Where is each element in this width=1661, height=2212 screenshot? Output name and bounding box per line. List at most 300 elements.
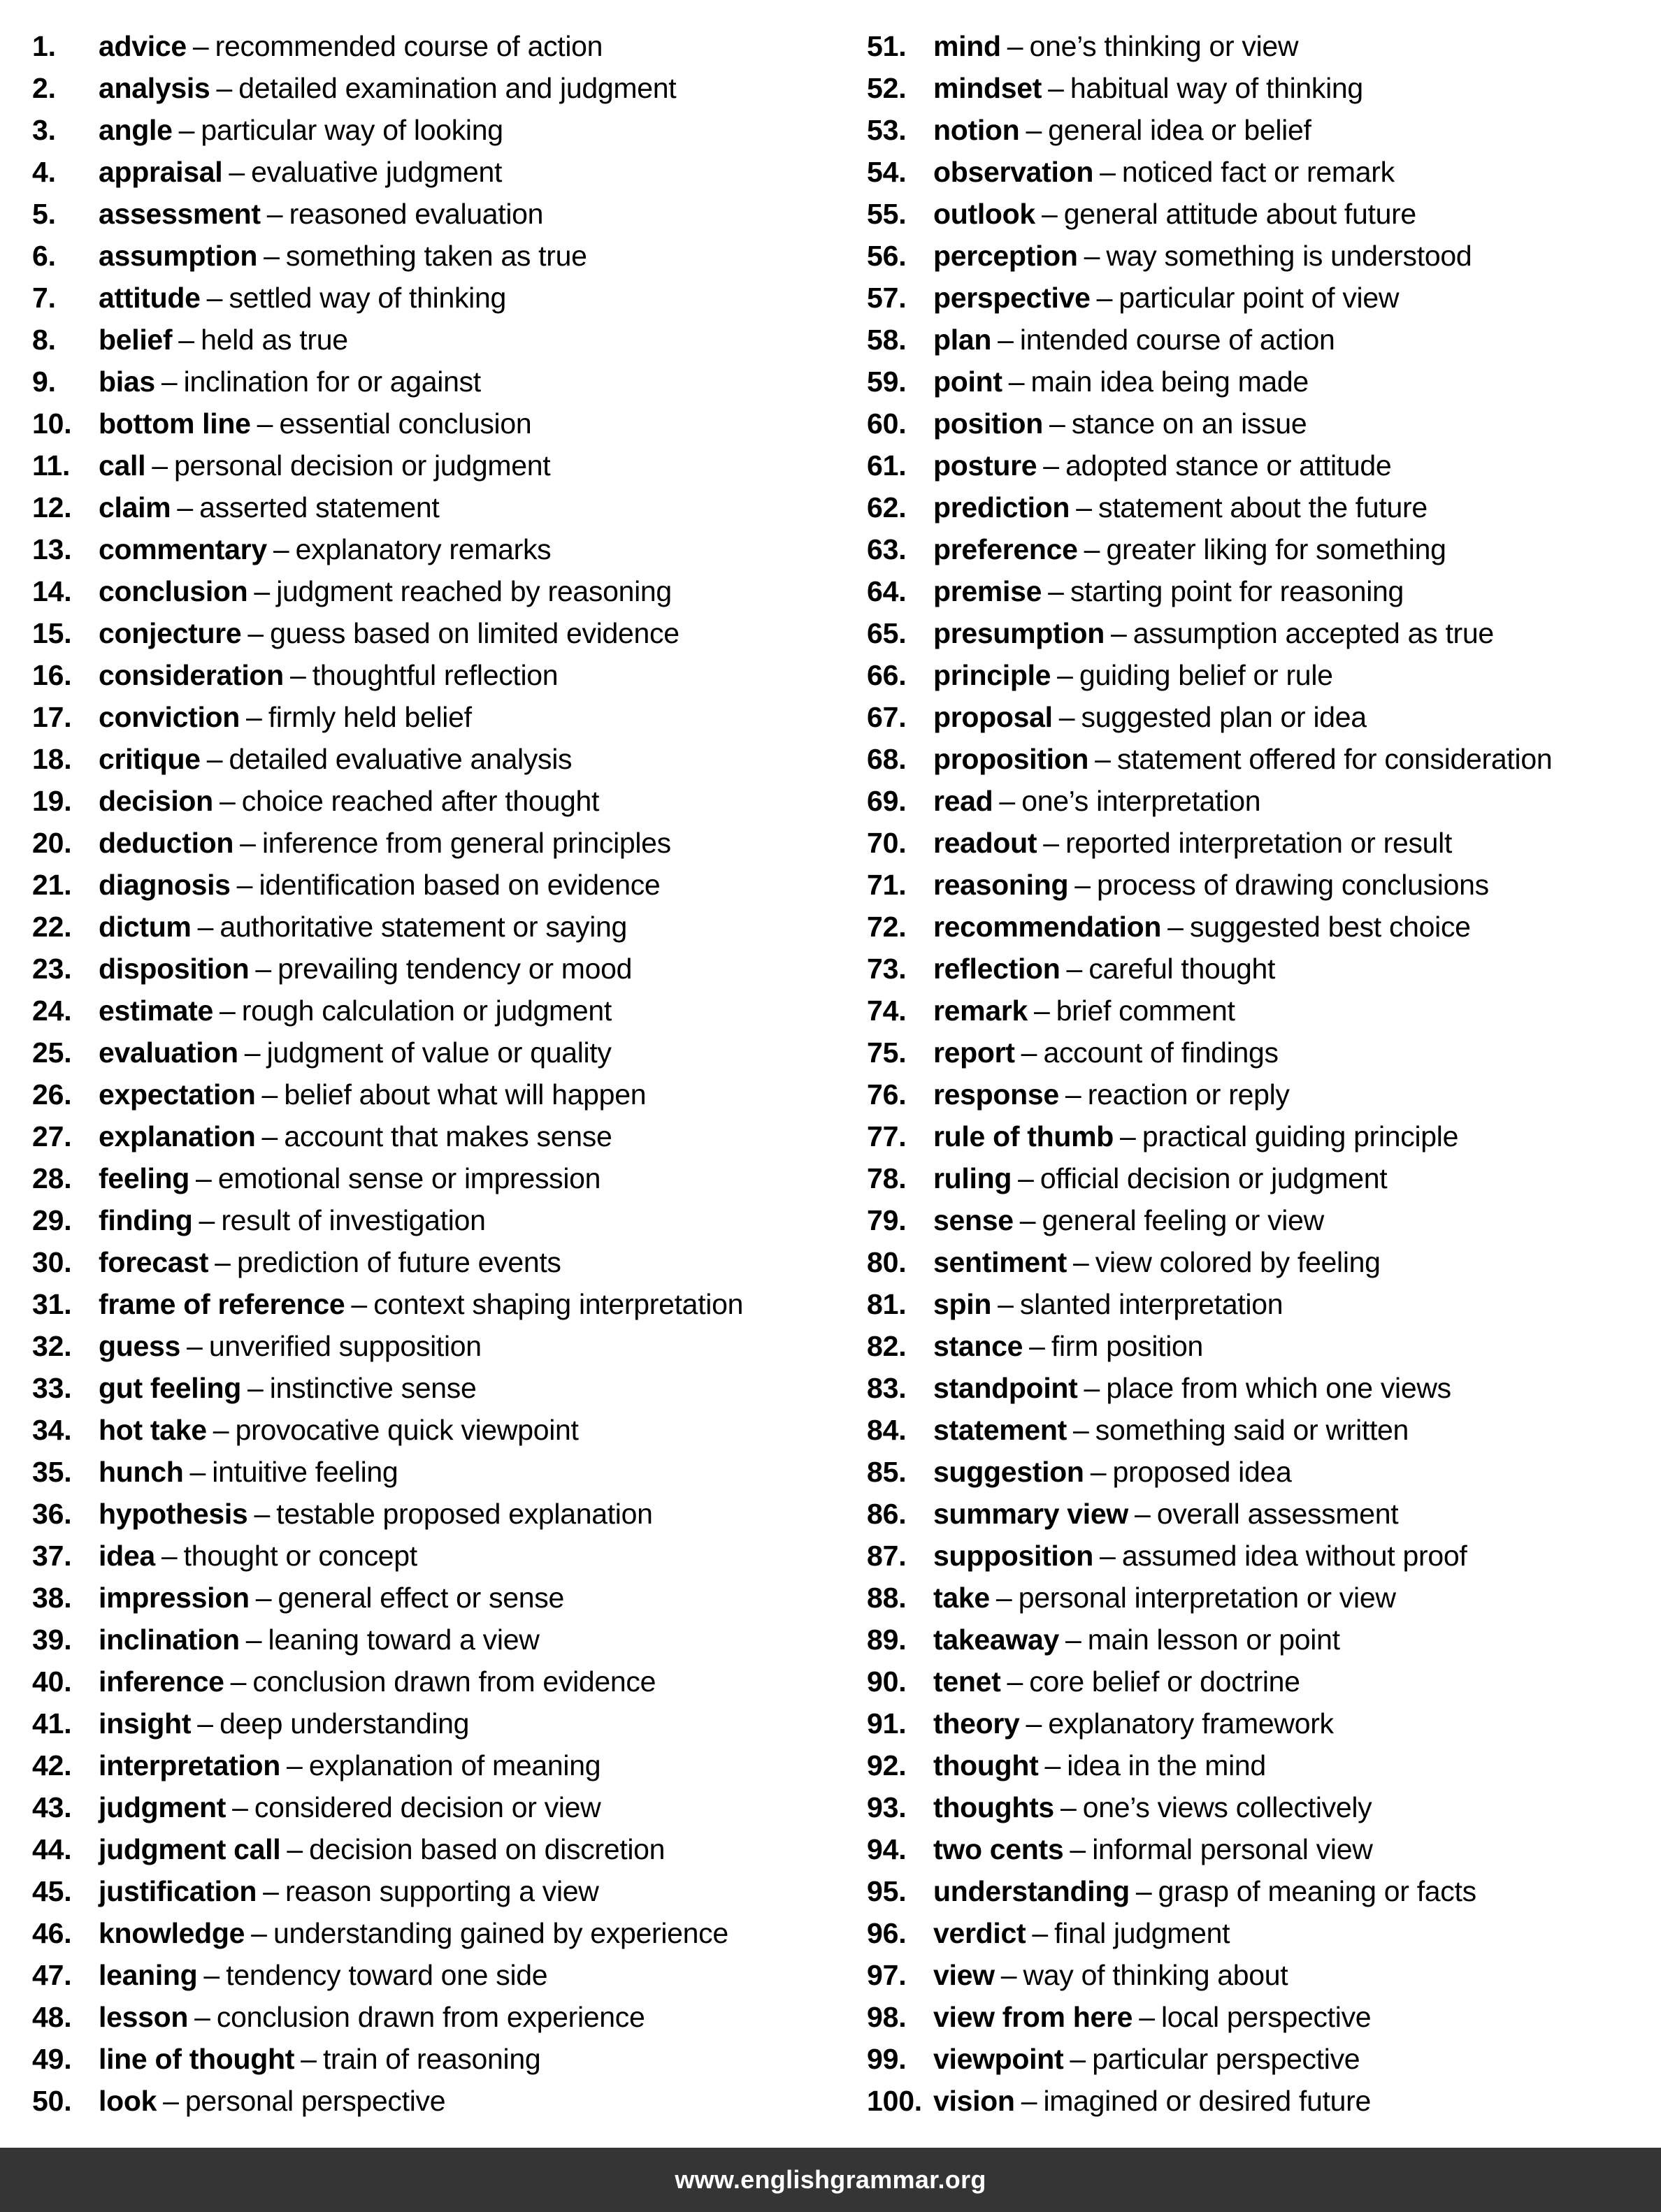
item-number: 15. [32,617,72,649]
item-number: 14. [32,575,72,607]
item-separator-dash: – [1167,911,1184,943]
item-definition: adopted stance or attitude [1065,449,1392,482]
vocab-list-item [32,1283,830,1325]
item-term: call [99,449,146,482]
item-term: thoughts [933,1791,1054,1823]
item-number: 83. [867,1372,907,1404]
item-separator-dash: – [1018,1162,1034,1194]
vocab-list-item [32,1912,830,1954]
vocab-list-item [867,1577,1661,1619]
item-number: 43. [32,1791,72,1823]
item-number: 2. [32,72,56,104]
vocab-list-item [867,1032,1661,1074]
item-separator-dash: – [1008,366,1025,398]
item-definition: personal decision or judgment [174,449,551,482]
item-definition: one’s interpretation [1021,785,1261,817]
item-separator-dash: – [187,1330,203,1362]
item-definition: explanation of meaning [308,1749,601,1781]
item-number: 69. [867,785,907,817]
item-term: attitude [99,282,201,314]
vocab-list-item [867,1661,1661,1703]
item-separator-dash: – [264,240,280,272]
vocab-list-item [32,1703,830,1744]
item-separator-dash: – [1070,1833,1086,1865]
item-term: sense [933,1204,1014,1236]
item-definition: particular perspective [1092,2043,1360,2075]
footer-website-url[interactable]: www.englishgrammar.org [675,2165,986,2194]
vocab-list-item [867,1828,1661,1870]
item-term: analysis [99,72,210,104]
item-number: 54. [867,156,907,188]
item-separator-dash: – [1110,617,1127,649]
item-separator-dash: – [219,995,236,1027]
item-number: 50. [32,2085,72,2117]
item-term: leaning [99,1959,198,1991]
vocab-list-item [867,1451,1661,1493]
vocab-list-item [32,1954,830,1996]
item-term: dictum [99,911,192,943]
item-separator-dash: – [255,1582,272,1614]
item-term: assumption [99,240,258,272]
item-separator-dash: – [229,156,245,188]
item-definition: leaning toward a view [268,1624,540,1656]
item-separator-dash: – [232,1791,248,1823]
item-term: deduction [99,827,234,859]
vocab-list-item [32,1325,830,1367]
vocab-list-item [32,1241,830,1283]
item-separator-dash: – [1041,198,1058,230]
item-term: verdict [933,1917,1026,1949]
item-separator-dash: – [1057,659,1073,691]
item-number: 52. [867,72,907,104]
vocab-list-item [867,1619,1661,1661]
item-definition: suggested best choice [1189,911,1471,943]
vocab-list-item [32,25,830,67]
item-number: 25. [32,1036,72,1069]
item-number: 7. [32,282,56,314]
item-definition: local perspective [1161,2001,1372,2033]
item-definition: guiding belief or rule [1079,659,1333,691]
item-separator-dash: – [1019,1204,1036,1236]
vocab-list-item [867,1912,1661,1954]
item-term: bottom line [99,407,251,440]
vocab-list-item [867,444,1661,486]
vocab-list-item [32,319,830,361]
item-term: lesson [99,2001,189,2033]
item-separator-dash: – [1090,1456,1107,1488]
item-term: recommendation [933,911,1162,943]
item-number: 59. [867,366,907,398]
item-definition: belief about what will happen [284,1078,647,1111]
item-definition: personal perspective [185,2085,446,2117]
item-separator-dash: – [152,449,168,482]
vocab-list-item [32,570,830,612]
item-definition: careful thought [1088,953,1276,985]
vocab-list-item [867,1535,1661,1577]
item-definition: explanatory framework [1048,1707,1334,1740]
item-separator-dash: – [1100,156,1116,188]
item-term: idea [99,1540,155,1572]
vocab-list-item [32,193,830,235]
item-term: observation [933,156,1094,188]
item-separator-dash: – [1076,491,1092,523]
item-number: 37. [32,1540,72,1572]
item-number: 53. [867,114,907,146]
item-term: two cents [933,1833,1064,1865]
item-separator-dash: – [1007,30,1023,62]
item-definition: train of reasoning [322,2043,541,2075]
vocab-list-item [867,948,1661,990]
item-term: take [933,1582,990,1614]
item-number: 31. [32,1288,72,1320]
item-number: 86. [867,1498,907,1530]
vocab-list-item [32,822,830,864]
vocab-list-item [867,67,1661,109]
item-definition: official decision or judgment [1040,1162,1388,1194]
item-definition: personal interpretation or view [1018,1582,1396,1614]
item-term: estimate [99,995,213,1027]
vocab-list-item [32,1367,830,1409]
item-number: 6. [32,240,56,272]
item-term: commentary [99,533,267,565]
item-definition: authoritative statement or saying [220,911,628,943]
item-number: 46. [32,1917,72,1949]
vocab-list-item [32,1786,830,1828]
item-number: 32. [32,1330,72,1362]
item-term: suggestion [933,1456,1084,1488]
vocab-list-item [867,1367,1661,1409]
item-number: 92. [867,1749,907,1781]
item-number: 79. [867,1204,907,1236]
item-number: 24. [32,995,72,1027]
item-number: 56. [867,240,907,272]
page-footer [0,2148,1661,2212]
vocab-list-item [32,486,830,528]
item-separator-dash: – [189,1456,206,1488]
vocab-list-item [867,109,1661,151]
item-definition: recommended course of action [215,30,603,62]
item-number: 60. [867,407,907,440]
item-number: 73. [867,953,907,985]
item-number: 84. [867,1414,907,1446]
vocab-list-item [867,1493,1661,1535]
item-definition: suggested plan or idea [1081,701,1367,733]
vocab-list-item [867,193,1661,235]
item-number: 85. [867,1456,907,1488]
item-definition: prediction of future events [236,1246,561,1278]
item-term: plan [933,324,992,356]
item-definition: intuitive feeling [212,1456,398,1488]
vocab-list-item [867,151,1661,193]
item-number: 95. [867,1875,907,1907]
item-number: 26. [32,1078,72,1111]
item-separator-dash: – [287,1749,303,1781]
item-number: 88. [867,1582,907,1614]
item-number: 100. [867,2085,922,2117]
item-definition: place from which one views [1106,1372,1451,1404]
item-separator-dash: – [1084,1372,1100,1404]
vocab-list-item [867,2038,1661,2080]
item-term: frame of reference [99,1288,345,1320]
item-term: belief [99,324,173,356]
item-term: conviction [99,701,240,733]
item-term: interpretation [99,1749,281,1781]
item-separator-dash: – [1135,1498,1151,1530]
item-definition: considered decision or view [254,1791,601,1823]
item-separator-dash: – [1095,743,1111,775]
item-term: preference [933,533,1078,565]
item-definition: main lesson or point [1087,1624,1340,1656]
item-term: assessment [99,198,261,230]
vocab-list-item [867,1870,1661,1912]
item-number: 17. [32,701,72,733]
item-definition: overall assessment [1156,1498,1399,1530]
item-term: understanding [933,1875,1130,1907]
item-number: 57. [867,282,907,314]
item-term: feeling [99,1162,190,1194]
vocab-list-item [32,1074,830,1115]
item-separator-dash: – [254,575,271,607]
item-definition: conclusion drawn from evidence [252,1665,656,1698]
item-definition: something said or written [1095,1414,1409,1446]
item-number: 38. [32,1582,72,1614]
item-term: readout [933,827,1037,859]
item-separator-dash: – [245,1624,262,1656]
item-term: perception [933,240,1078,272]
item-separator-dash: – [219,785,236,817]
item-separator-dash: – [216,72,233,104]
vocab-list-item [867,1074,1661,1115]
item-number: 4. [32,156,56,188]
item-term: explanation [99,1120,256,1152]
vocab-list-item [867,1199,1661,1241]
item-separator-dash: – [1021,1036,1037,1069]
item-term: inclination [99,1624,240,1656]
item-term: justification [99,1875,257,1907]
item-term: look [99,2085,157,2117]
item-number: 87. [867,1540,907,1572]
item-number: 39. [32,1624,72,1656]
item-separator-dash: – [240,827,256,859]
item-definition: greater liking for something [1106,533,1446,565]
vocab-list-item [867,1325,1661,1367]
item-definition: reasoned evaluation [289,198,544,230]
item-separator-dash: – [194,2001,210,2033]
item-separator-dash: – [161,1540,178,1572]
item-term: view [933,1959,995,1991]
vocab-list-item [867,654,1661,696]
item-separator-dash: – [163,2085,179,2117]
item-number: 76. [867,1078,907,1111]
item-separator-dash: – [1072,1414,1089,1446]
item-number: 71. [867,869,907,901]
item-number: 22. [32,911,72,943]
vocab-list-item [867,612,1661,654]
item-term: insight [99,1707,192,1740]
item-separator-dash: – [178,114,195,146]
item-number: 55. [867,198,907,230]
item-term: guess [99,1330,180,1362]
item-term: posture [933,449,1037,482]
item-separator-dash: – [236,869,253,901]
item-separator-dash: – [1026,114,1042,146]
item-number: 97. [867,1959,907,1991]
item-term: disposition [99,953,250,985]
item-definition: firm position [1051,1330,1204,1362]
item-term: premise [933,575,1042,607]
item-definition: process of drawing conclusions [1097,869,1489,901]
item-number: 82. [867,1330,907,1362]
item-definition: identification based on evidence [259,869,661,901]
vocab-list-item [867,780,1661,822]
item-separator-dash: – [998,1288,1014,1320]
vocab-list-item [867,1157,1661,1199]
item-definition: core belief or doctrine [1029,1665,1300,1698]
vocab-list-item [32,948,830,990]
vocab-list-item [32,738,830,780]
vocab-list-item [867,403,1661,444]
item-number: 45. [32,1875,72,1907]
item-definition: something taken as true [285,240,587,272]
item-definition: general idea or belief [1048,114,1311,146]
item-separator-dash: – [1033,995,1050,1027]
vocab-list-item [32,109,830,151]
item-definition: grasp of meaning or facts [1158,1875,1476,1907]
item-number: 47. [32,1959,72,1991]
item-definition: detailed examination and judgment [238,72,677,104]
item-number: 89. [867,1624,907,1656]
vocab-list-item [32,696,830,738]
item-definition: provocative quick viewpoint [235,1414,579,1446]
item-term: evaluation [99,1036,238,1069]
item-term: perspective [933,282,1091,314]
vocab-list-item [867,906,1661,948]
item-separator-dash: – [1029,1330,1045,1362]
vocab-list-item [32,67,830,109]
item-separator-dash: – [1049,407,1065,440]
vocab-list-item [32,1115,830,1157]
vocab-list-item [867,528,1661,570]
item-term: rule of thumb [933,1120,1114,1152]
item-number: 70. [867,827,907,859]
vocab-list-item [867,2080,1661,2122]
item-number: 40. [32,1665,72,1698]
item-definition: statement about the future [1098,491,1428,523]
vocab-list-item [867,864,1661,906]
item-separator-dash: – [351,1288,368,1320]
item-term: judgment call [99,1833,281,1865]
vocab-list-item [32,1032,830,1074]
vocab-list-item [32,864,830,906]
item-separator-dash: – [1074,869,1091,901]
item-definition: asserted statement [199,491,440,523]
vocab-list-item [867,1703,1661,1744]
item-number: 13. [32,533,72,565]
item-definition: instinctive sense [269,1372,477,1404]
item-number: 8. [32,324,56,356]
vocab-list-item [32,2038,830,2080]
item-term: prediction [933,491,1070,523]
item-separator-dash: – [1044,1749,1061,1781]
item-separator-dash: – [263,1875,279,1907]
item-term: standpoint [933,1372,1078,1404]
item-separator-dash: – [254,1498,271,1530]
item-definition: evaluative judgment [251,156,503,188]
item-term: response [933,1078,1059,1111]
item-separator-dash: – [1084,533,1100,565]
item-number: 29. [32,1204,72,1236]
item-definition: guess based on limited evidence [270,617,680,649]
item-separator-dash: – [247,617,264,649]
item-number: 42. [32,1749,72,1781]
item-definition: practical guiding principle [1142,1120,1459,1152]
item-definition: assumption accepted as true [1132,617,1494,649]
item-term: tenet [933,1665,1001,1698]
item-separator-dash: – [1100,1540,1116,1572]
item-separator-dash: – [261,1078,278,1111]
item-separator-dash: – [1058,701,1075,733]
item-definition: main idea being made [1030,366,1309,398]
item-separator-dash: – [206,743,223,775]
item-term: outlook [933,198,1035,230]
item-definition: conclusion drawn from experience [216,2001,645,2033]
item-term: proposal [933,701,1053,733]
item-term: takeaway [933,1624,1059,1656]
vocab-list-item [32,1744,830,1786]
item-separator-dash: – [287,1833,303,1865]
item-number: 68. [867,743,907,775]
item-separator-dash: – [251,1917,267,1949]
vocab-list-item [867,361,1661,403]
item-separator-dash: – [995,1582,1012,1614]
item-term: claim [99,491,171,523]
item-separator-dash: – [1120,1120,1136,1152]
item-term: summary view [933,1498,1128,1530]
vocab-list-item [867,319,1661,361]
item-number: 94. [867,1833,907,1865]
item-term: finding [99,1204,193,1236]
item-number: 11. [32,449,71,482]
item-term: proposition [933,743,1089,775]
item-separator-dash: – [247,1372,264,1404]
item-term: reflection [933,953,1060,985]
item-definition: thoughtful reflection [312,659,559,691]
item-term: point [933,366,1002,398]
item-separator-dash: – [197,1707,214,1740]
vocab-list-item [32,1535,830,1577]
item-number: 63. [867,533,907,565]
item-number: 51. [867,30,907,62]
item-definition: inclination for or against [183,366,481,398]
item-term: consideration [99,659,284,691]
item-separator-dash: – [1139,2001,1155,2033]
item-term: view from here [933,2001,1133,2033]
item-number: 10. [32,407,72,440]
item-definition: general feeling or view [1042,1204,1324,1236]
item-definition: rough calculation or judgment [241,995,612,1027]
item-number: 62. [867,491,907,523]
vocab-list-item [32,1870,830,1912]
item-term: expectation [99,1078,256,1111]
item-separator-dash: – [1070,2043,1086,2075]
item-term: conclusion [99,575,248,607]
item-definition: reported interpretation or result [1065,827,1453,859]
item-separator-dash: – [196,1162,212,1194]
item-definition: way something is understood [1106,240,1472,272]
vocab-list-item [32,528,830,570]
vocab-list-item [32,403,830,444]
item-definition: informal personal view [1092,1833,1373,1865]
